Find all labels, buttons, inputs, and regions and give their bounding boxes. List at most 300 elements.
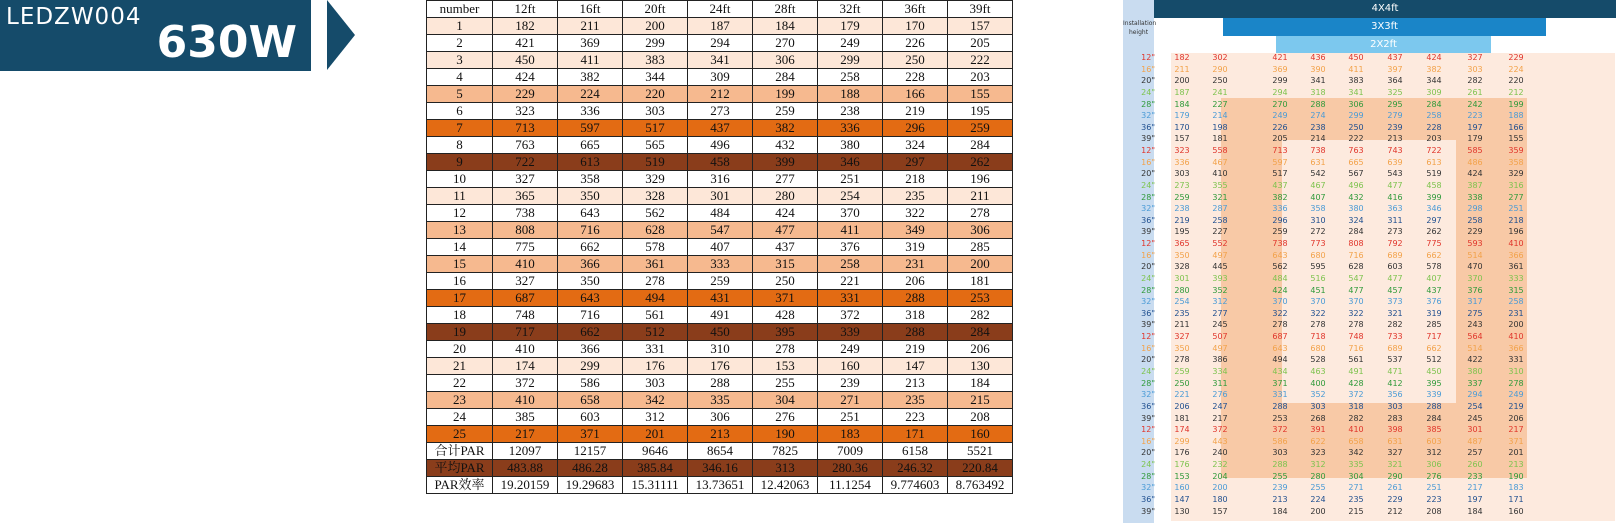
table-cell: 9.774603 <box>883 477 948 494</box>
coverage-value: 436 <box>1310 53 1326 62</box>
table-cell: 437 <box>688 120 753 137</box>
coverage-value: 477 <box>1387 180 1403 190</box>
coverage-value: 270 <box>1272 99 1288 109</box>
table-cell: 477 <box>753 222 818 239</box>
table-cell: 662 <box>558 324 623 341</box>
coverage-value: 130 <box>1174 506 1190 516</box>
coverage-value: 259 <box>1174 192 1190 202</box>
height-label: 28" <box>1141 471 1155 481</box>
table-cell: 170 <box>883 18 948 35</box>
table-cell: 228 <box>883 69 948 86</box>
coverage-value: 260 <box>1467 460 1483 470</box>
coverage-value: 558 <box>1212 146 1228 156</box>
table-cell: 665 <box>558 137 623 154</box>
coverage-value: 370 <box>1467 273 1483 283</box>
table-cell: 22 <box>427 375 493 392</box>
table-cell: 358 <box>558 171 623 188</box>
table-cell: 306 <box>753 52 818 69</box>
coverage-value: 299 <box>1174 436 1190 446</box>
coverage-value: 259 <box>1174 367 1190 376</box>
coverage-value: 424 <box>1272 285 1288 295</box>
table-cell: 383 <box>623 52 688 69</box>
table-cell: 223 <box>883 409 948 426</box>
table-cell: 20 <box>427 341 493 358</box>
table-cell: 250 <box>883 52 948 69</box>
coverage-value: 597 <box>1272 157 1288 167</box>
coverage-value: 333 <box>1508 273 1524 283</box>
table-row <box>427 409 1013 426</box>
coverage-value: 318 <box>1310 87 1326 97</box>
table-cell: 277 <box>753 171 818 188</box>
table-cell: 350 <box>558 273 623 290</box>
table-cell: 294 <box>688 35 753 52</box>
table-cell: 662 <box>558 239 623 256</box>
table-row <box>427 477 1013 494</box>
coverage-value: 214 <box>1212 111 1228 121</box>
coverage-value: 680 <box>1310 343 1326 353</box>
table-cell: 221 <box>818 273 883 290</box>
coverage-value: 315 <box>1508 285 1524 295</box>
coverage-value: 217 <box>1212 413 1228 423</box>
coverage-value: 282 <box>1467 76 1483 86</box>
coverage-value: 717 <box>1426 332 1442 342</box>
coverage-value: 613 <box>1426 157 1442 167</box>
coverage-value: 341 <box>1310 76 1326 86</box>
table-row <box>427 341 1013 358</box>
table-cell: 280.36 <box>818 460 883 477</box>
height-label: 39" <box>1141 134 1155 144</box>
coverage-value: 312 <box>1310 460 1326 470</box>
table-cell: 306 <box>688 409 753 426</box>
table-cell: 276 <box>753 409 818 426</box>
coverage-value: 562 <box>1272 262 1288 272</box>
table-cell: 341 <box>688 52 753 69</box>
coverage-value: 188 <box>1508 111 1524 121</box>
coverage-value: 160 <box>1508 506 1524 516</box>
table-cell: 284 <box>753 69 818 86</box>
table-cell: 395 <box>753 324 818 341</box>
column-header: 12ft <box>493 1 558 18</box>
coverage-value: 153 <box>1174 471 1190 481</box>
table-cell: 288 <box>883 290 948 307</box>
table-cell: 346 <box>818 154 883 171</box>
table-cell: 215 <box>948 392 1013 409</box>
coverage-value: 243 <box>1467 320 1483 330</box>
table-cell: 713 <box>493 120 558 137</box>
coverage-value: 376 <box>1426 297 1442 307</box>
table-cell: 211 <box>948 188 1013 205</box>
coverage-value: 395 <box>1426 378 1442 388</box>
coverage-value: 366 <box>1508 250 1524 260</box>
coverage-value: 179 <box>1467 134 1483 144</box>
table-cell: 424 <box>493 69 558 86</box>
table-cell: 8654 <box>688 443 753 460</box>
table-row <box>427 205 1013 222</box>
coverage-value: 299 <box>1272 76 1288 86</box>
coverage-value: 271 <box>1348 483 1364 493</box>
coverage-value: 316 <box>1508 180 1524 190</box>
table-cell: 251 <box>818 171 883 188</box>
table-cell: 346.16 <box>688 460 753 477</box>
coverage-value: 410 <box>1508 332 1524 342</box>
coverage-value: 174 <box>1174 425 1190 435</box>
coverage-value: 196 <box>1508 227 1524 237</box>
coverage-value: 231 <box>1508 308 1524 318</box>
coverage-bar-3x3: 3X3ft <box>1223 18 1546 36</box>
table-cell: PAR效率 <box>427 477 493 494</box>
table-cell: 432 <box>753 137 818 154</box>
coverage-value: 250 <box>1348 122 1364 132</box>
table-cell: 278 <box>948 205 1013 222</box>
coverage-value: 274 <box>1310 111 1326 121</box>
coverage-value: 184 <box>1467 506 1483 516</box>
table-row <box>427 137 1013 154</box>
coverage-value: 250 <box>1174 378 1190 388</box>
coverage-value: 463 <box>1310 367 1326 376</box>
table-cell: 195 <box>948 103 1013 120</box>
table-cell: 763 <box>493 137 558 154</box>
table-cell: 385 <box>493 409 558 426</box>
coverage-value: 278 <box>1508 378 1524 388</box>
table-cell: 716 <box>558 307 623 324</box>
height-label: 28" <box>1141 99 1155 109</box>
table-cell: 15 <box>427 256 493 273</box>
coverage-value: 217 <box>1467 483 1483 493</box>
height-label: 16" <box>1141 157 1155 167</box>
table-cell: 327 <box>493 171 558 188</box>
table-cell: 155 <box>948 86 1013 103</box>
coverage-value: 517 <box>1272 169 1288 179</box>
coverage-value: 352 <box>1310 390 1326 400</box>
table-cell: 494 <box>623 290 688 307</box>
table-cell: 808 <box>493 222 558 239</box>
table-cell: 9 <box>427 154 493 171</box>
height-label: 36" <box>1141 308 1155 318</box>
table-cell: 174 <box>493 358 558 375</box>
table-cell: 597 <box>558 120 623 137</box>
table-row <box>427 239 1013 256</box>
table-row <box>427 35 1013 52</box>
coverage-value: 184 <box>1272 506 1288 516</box>
table-cell: 206 <box>883 273 948 290</box>
table-row <box>427 358 1013 375</box>
table-row <box>427 154 1013 171</box>
table-cell: 366 <box>558 341 623 358</box>
table-cell: 327 <box>493 273 558 290</box>
coverage-value: 329 <box>1508 169 1524 179</box>
table-cell: 153 <box>753 358 818 375</box>
coverage-value: 212 <box>1508 87 1524 97</box>
table-row <box>427 392 1013 409</box>
coverage-value: 622 <box>1310 436 1326 446</box>
table-cell: 342 <box>623 392 688 409</box>
table-cell: 407 <box>688 239 753 256</box>
table-cell: 722 <box>493 154 558 171</box>
coverage-value: 284 <box>1426 99 1442 109</box>
table-cell: 603 <box>558 409 623 426</box>
coverage-value: 428 <box>1348 378 1364 388</box>
coverage-value: 372 <box>1212 425 1228 435</box>
coverage-value: 242 <box>1467 99 1483 109</box>
coverage-value: 339 <box>1426 390 1442 400</box>
coverage-value: 334 <box>1212 367 1228 376</box>
table-cell: 312 <box>623 409 688 426</box>
coverage-value: 366 <box>1508 343 1524 353</box>
coverage-value: 213 <box>1272 494 1288 504</box>
table-cell: 19 <box>427 324 493 341</box>
coverage-value: 341 <box>1348 87 1364 97</box>
height-label: 36" <box>1141 122 1155 132</box>
par-table-header <box>427 1 1013 18</box>
table-cell: 246.32 <box>883 460 948 477</box>
coverage-value: 361 <box>1508 262 1524 272</box>
table-cell: 6158 <box>883 443 948 460</box>
table-cell: 196 <box>948 171 1013 188</box>
table-row <box>427 273 1013 290</box>
coverage-value: 471 <box>1387 367 1403 376</box>
coverage-value: 346 <box>1426 204 1442 214</box>
table-cell: 431 <box>688 290 753 307</box>
coverage-value: 487 <box>1467 436 1483 446</box>
arrow-right-icon <box>327 0 355 70</box>
coverage-value: 200 <box>1310 506 1326 516</box>
coverage-value: 327 <box>1387 448 1403 458</box>
height-label: 32" <box>1141 297 1155 307</box>
coverage-value: 542 <box>1310 169 1326 179</box>
coverage-value: 253 <box>1272 413 1288 423</box>
height-label: 36" <box>1141 494 1155 504</box>
coverage-value: 160 <box>1174 483 1190 493</box>
coverage-value: 421 <box>1272 53 1288 62</box>
coverage-value: 204 <box>1212 471 1228 481</box>
table-cell: 9646 <box>623 443 688 460</box>
coverage-value: 181 <box>1174 413 1190 423</box>
coverage-value: 382 <box>1426 64 1442 74</box>
table-cell: 6 <box>427 103 493 120</box>
coverage-value: 277 <box>1212 308 1228 318</box>
table-cell: 335 <box>688 392 753 409</box>
coverage-value: 400 <box>1310 378 1326 388</box>
coverage-value: 356 <box>1387 390 1403 400</box>
coverage-value: 718 <box>1310 332 1326 342</box>
title-banner <box>0 0 311 71</box>
coverage-value: 543 <box>1387 169 1403 179</box>
table-cell: 458 <box>688 154 753 171</box>
coverage-value: 278 <box>1174 355 1190 365</box>
coverage-value: 288 <box>1272 460 1288 470</box>
coverage-value: 567 <box>1348 169 1364 179</box>
table-cell: 496 <box>688 137 753 154</box>
coverage-value: 643 <box>1272 250 1288 260</box>
coverage-value: 288 <box>1310 99 1326 109</box>
table-cell: 255 <box>753 375 818 392</box>
table-cell: 329 <box>623 171 688 188</box>
coverage-value: 450 <box>1348 53 1364 62</box>
table-cell: 428 <box>753 307 818 324</box>
coverage-value: 223 <box>1426 494 1442 504</box>
coverage-value: 200 <box>1508 320 1524 330</box>
coverage-value: 603 <box>1387 262 1403 272</box>
coverage-value: 410 <box>1212 169 1228 179</box>
table-cell: 182 <box>493 18 558 35</box>
column-header: 32ft <box>818 1 883 18</box>
table-cell: 235 <box>883 392 948 409</box>
coverage-value: 371 <box>1508 436 1524 446</box>
coverage-value: 494 <box>1272 355 1288 365</box>
coverage-value: 229 <box>1508 53 1524 62</box>
coverage-value: 665 <box>1348 157 1364 167</box>
coverage-value: 331 <box>1272 390 1288 400</box>
coverage-value: 255 <box>1272 471 1288 481</box>
table-cell: 271 <box>818 392 883 409</box>
coverage-value: 318 <box>1348 401 1364 411</box>
table-cell: 297 <box>883 154 948 171</box>
coverage-value: 298 <box>1467 204 1483 214</box>
table-cell: 259 <box>688 273 753 290</box>
table-cell: 331 <box>623 341 688 358</box>
table-cell: 280 <box>753 188 818 205</box>
height-label: 12" <box>1141 146 1155 156</box>
table-row <box>427 443 1013 460</box>
coverage-value: 355 <box>1212 180 1228 190</box>
coverage-value: 336 <box>1272 204 1288 214</box>
table-cell: 333 <box>688 256 753 273</box>
coverage-value: 275 <box>1467 308 1483 318</box>
coverage-value: 176 <box>1174 448 1190 458</box>
table-row <box>427 324 1013 341</box>
coverage-value: 434 <box>1272 367 1288 376</box>
coverage-value: 350 <box>1174 343 1190 353</box>
table-cell: 491 <box>688 307 753 324</box>
table-cell: 188 <box>818 86 883 103</box>
table-cell: 716 <box>558 222 623 239</box>
table-row <box>427 18 1013 35</box>
coverage-value: 437 <box>1387 53 1403 62</box>
table-cell: 184 <box>948 375 1013 392</box>
table-cell: 7825 <box>753 443 818 460</box>
table-cell: 309 <box>688 69 753 86</box>
table-cell: 17 <box>427 290 493 307</box>
coverage-value: 258 <box>1426 111 1442 121</box>
power-rating: 630W <box>156 17 297 68</box>
table-cell: 251 <box>818 409 883 426</box>
coverage-value: 457 <box>1387 285 1403 295</box>
column-header: 39ft <box>948 1 1013 18</box>
table-cell: 1 <box>427 18 493 35</box>
coverage-value: 199 <box>1508 99 1524 109</box>
coverage-value: 528 <box>1310 355 1326 365</box>
coverage-value: 187 <box>1174 87 1190 97</box>
table-cell: 282 <box>948 307 1013 324</box>
coverage-value: 228 <box>1426 122 1442 132</box>
table-cell: 200 <box>948 256 1013 273</box>
coverage-value: 182 <box>1174 53 1190 62</box>
table-row <box>427 103 1013 120</box>
coverage-value: 250 <box>1212 76 1228 86</box>
table-row <box>427 69 1013 86</box>
coverage-value: 387 <box>1467 180 1483 190</box>
table-cell: 313 <box>753 460 818 477</box>
coverage-value: 290 <box>1212 64 1228 74</box>
table-cell: 201 <box>623 426 688 443</box>
coverage-value: 327 <box>1174 332 1190 342</box>
table-cell: 19.20159 <box>493 477 558 494</box>
coverage-value: 336 <box>1174 157 1190 167</box>
table-cell: 14 <box>427 239 493 256</box>
coverage-value: 303 <box>1467 64 1483 74</box>
coverage-value: 280 <box>1310 471 1326 481</box>
coverage-value: 229 <box>1467 227 1483 237</box>
table-cell: 平均PAR <box>427 460 493 477</box>
coverage-value: 287 <box>1212 204 1228 214</box>
table-cell: 235 <box>883 188 948 205</box>
coverage-bar-2x2: 2X2ft <box>1276 36 1491 54</box>
height-label: 12" <box>1141 332 1155 342</box>
coverage-value: 484 <box>1272 273 1288 283</box>
coverage-value: 458 <box>1426 180 1442 190</box>
column-header: number <box>427 1 493 18</box>
table-cell: 303 <box>623 103 688 120</box>
coverage-value: 322 <box>1272 308 1288 318</box>
table-cell: 738 <box>493 205 558 222</box>
table-cell: 372 <box>493 375 558 392</box>
coverage-value: 364 <box>1387 76 1403 86</box>
column-header: 28ft <box>753 1 818 18</box>
table-cell: 220 <box>623 86 688 103</box>
table-cell: 213 <box>688 426 753 443</box>
table-cell: 147 <box>883 358 948 375</box>
table-row <box>427 171 1013 188</box>
table-cell: 183 <box>818 426 883 443</box>
table-cell: 517 <box>623 120 688 137</box>
table-cell: 486.28 <box>558 460 623 477</box>
table-cell: 775 <box>493 239 558 256</box>
table-cell: 484 <box>688 205 753 222</box>
height-label: 28" <box>1141 378 1155 388</box>
coverage-value: 285 <box>1426 320 1442 330</box>
coverage-value: 547 <box>1348 273 1364 283</box>
coverage-value: 743 <box>1387 146 1403 156</box>
coverage-value: 411 <box>1348 64 1364 74</box>
table-cell: 288 <box>883 324 948 341</box>
height-label: 12" <box>1141 53 1155 62</box>
table-cell: 310 <box>688 341 753 358</box>
coverage-value: 235 <box>1174 308 1190 318</box>
table-cell: 450 <box>688 324 753 341</box>
height-label: 28" <box>1141 192 1155 202</box>
coverage-value: 386 <box>1212 355 1228 365</box>
table-cell: 166 <box>883 86 948 103</box>
table-cell: 5 <box>427 86 493 103</box>
table-cell: 304 <box>753 392 818 409</box>
coverage-value: 212 <box>1387 506 1403 516</box>
table-cell: 323 <box>493 103 558 120</box>
coverage-value: 301 <box>1467 425 1483 435</box>
coverage-value: 311 <box>1212 378 1228 388</box>
coverage-value: 276 <box>1212 390 1228 400</box>
coverage-value: 245 <box>1212 320 1228 330</box>
coverage-value: 195 <box>1174 227 1190 237</box>
table-cell: 411 <box>558 52 623 69</box>
table-cell: 5521 <box>948 443 1013 460</box>
coverage-value: 365 <box>1174 239 1190 249</box>
table-cell: 658 <box>558 392 623 409</box>
table-cell: 382 <box>753 120 818 137</box>
table-cell: 249 <box>818 341 883 358</box>
coverage-value: 631 <box>1310 157 1326 167</box>
coverage-value: 680 <box>1310 250 1326 260</box>
coverage-value: 470 <box>1467 262 1483 272</box>
